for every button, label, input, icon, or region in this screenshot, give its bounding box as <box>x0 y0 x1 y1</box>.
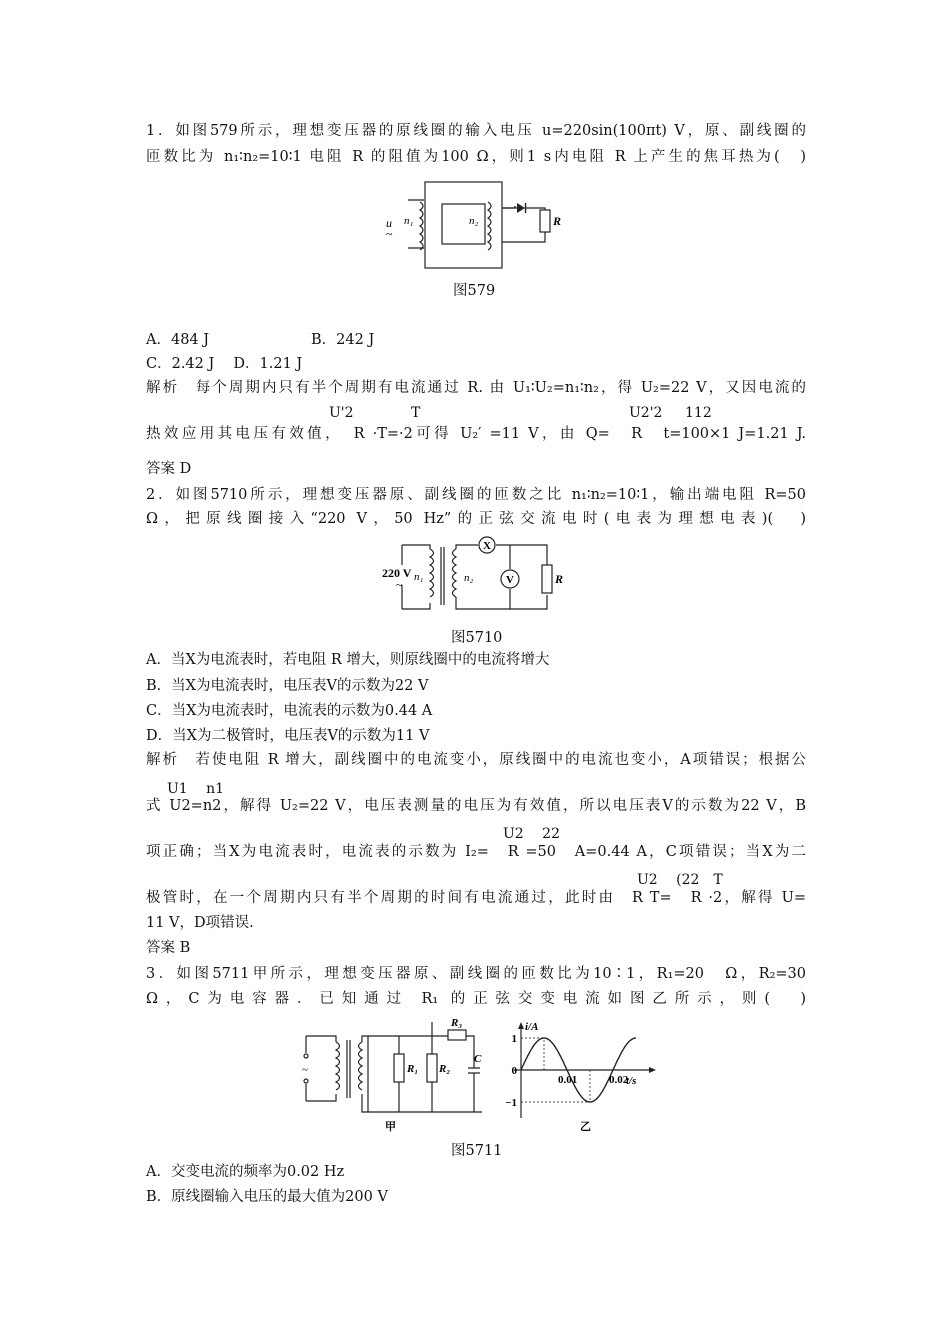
q1-fig-label-u: u <box>386 216 392 230</box>
q1-solution-frac-a: U'2 <box>329 405 354 421</box>
q3-chart-x-arrow-icon <box>649 1067 656 1073</box>
q1-solution-frac-b: T <box>411 405 421 421</box>
q1-stem-line2: 匝数比为 n₁∶n₂=10∶1 电阻 R 的阻值为100 Ω，则1 s内电阻 R 上产生的焦耳热为( ) <box>146 149 806 165</box>
q2-option-b: B．当X为电流表时，电压表V的示数为22 V <box>146 678 429 694</box>
q3-fig-label-tilde: ~ <box>302 1064 308 1076</box>
q2-solution-line2: 式 U2=n2，解得 U₂=22 V，电压表测量的电压为有效值，所以电压表V的示数为22 V，B <box>146 798 806 814</box>
q1-option-b: B．242 J <box>311 332 375 348</box>
q2-fig-label-n1: n₁ <box>414 571 424 583</box>
q3-fig-label-r2: R₂ <box>439 1063 451 1075</box>
q2-fig-label-r: R <box>555 572 564 586</box>
q1-solution-line1: 解析 每个周期内只有半个周期有电流通过 R. 由 U₁∶U₂=n₁∶n₂，得 U₂=22 V，又因电流的 <box>146 380 806 396</box>
q3-chart-y-arrow-icon <box>518 1022 524 1029</box>
q3-fig-label-r3: R₃ <box>451 1017 463 1029</box>
q1-transformer-figure <box>380 180 570 270</box>
q2-fig-label-tilde: ~ <box>396 578 403 592</box>
q3-chart-ytick-2: −1 <box>505 1097 517 1109</box>
q3-fig-label-c: C <box>474 1053 482 1065</box>
q2-fig-label-n2: n₂ <box>464 572 474 584</box>
q3-figure-caption: 图5711 <box>451 1143 503 1159</box>
q1-solution-line2: 热效应用其电压有效值， R ·T=·2可得 U₂′ =11 V，由 Q= R t=100×1 J=1.21 J. <box>146 426 806 442</box>
q2-fig-label-x: X <box>483 540 491 552</box>
q3-option-a: A．交变电流的频率为0.02 Hz <box>146 1164 345 1180</box>
q3-chart-xtick-0: 0.01 <box>558 1074 578 1086</box>
q2-solution-line3: 项正确；当X为电流表时，电流表的示数为 I₂= R =50 A=0.44 A，C项错误；当X为二 <box>146 844 806 860</box>
q1-stem-line1: 1．如图579所示，理想变压器的原线圈的输入电压 u=220sin(100πt) V，原、副线圈的 <box>146 123 806 139</box>
q3-stem-line1: 3．如图5711甲所示，理想变压器原、副线圈的匝数比为10∶1，R₁=20 Ω，R₂=30 <box>146 966 806 982</box>
q3-chart-xtick-1: 0.02 <box>609 1074 629 1086</box>
q1-fig-label-r: R <box>553 214 562 228</box>
q2-solution-line4: 极管时，在一个周期内只有半个周期的时间有电流通过，此时由 R T= R ·2，解得 U= <box>146 890 806 906</box>
q3-chart-ytick-0: 1 <box>511 1033 517 1045</box>
q1-figure-caption: 图579 <box>453 283 496 299</box>
q1-option-cd: C．2.42 J D．1.21 J <box>146 356 303 372</box>
q1-option-a: A．484 J <box>146 332 210 348</box>
q2-option-a: A．当X为电流表时，若电阻 R 增大，则原线圈中的电流将增大 <box>146 652 550 668</box>
q3-chart-xlabel: t/s <box>626 1075 637 1087</box>
q1-solution-frac-d: 112 <box>685 405 712 421</box>
q1-answer: 答案 D <box>146 461 192 477</box>
q2-solution-line1: 解析 若使电阻 R 增大，副线圈中的电流变小，原线圈中的电流也变小，A项错误；根据公 <box>146 752 806 768</box>
q2-option-c: C．当X为电流表时，电流表的示数为0.44 A <box>146 703 433 719</box>
diode-icon <box>517 203 525 213</box>
q2-solution-frac1: U1 n1 <box>167 781 225 797</box>
q1-fig-label-n2: n₂ <box>469 215 479 227</box>
q1-fig-label-tilde: ~ <box>386 227 393 241</box>
q3-current-chart-yi <box>500 1018 670 1136</box>
q2-fig-label-v: V <box>506 574 514 586</box>
q2-option-d: D．当X为二极管时，电压表V的示数为11 V <box>146 728 430 744</box>
q3-circuit-figure-jia <box>296 1016 496 1134</box>
q3-chart-ylabel: i/A <box>525 1021 539 1033</box>
q3-stem-line2: Ω，C为电容器．已知通过 R₁ 的正弦交变电流如图乙所示，则( ) <box>146 991 806 1007</box>
q3-option-b: B．原线圈输入电压的最大值为200 V <box>146 1189 388 1205</box>
q3-chart-ytick-1: 0 <box>511 1065 517 1077</box>
q2-fig-label-220v: 220 V <box>382 566 412 580</box>
q3-fig-label-jia: 甲 <box>385 1121 396 1133</box>
q2-circuit-figure <box>380 535 564 615</box>
q2-stem-line2: Ω，把原线圈接入“220 V，50 Hz”的正弦交流电时(电表为理想电表)( ) <box>146 511 806 527</box>
q2-solution-frac3: U2 (22 T <box>637 872 723 888</box>
q3-fig-label-yi: 乙 <box>580 1121 591 1133</box>
q1-fig-label-n1: n₁ <box>404 215 414 227</box>
q1-solution-frac-c: U2'2 <box>629 405 663 421</box>
q2-stem-line1: 2．如图5710所示，理想变压器原、副线圈的匝数之比 n₁∶n₂=10∶1，输出端电阻 R=50 <box>146 487 806 503</box>
q2-answer: 答案 B <box>146 940 191 956</box>
q2-figure-caption: 图5710 <box>451 630 503 646</box>
q3-fig-label-r1: R₁ <box>407 1063 419 1075</box>
q2-solution-line5: 11 V，D项错误. <box>146 915 254 931</box>
q2-solution-frac2: U2 22 <box>503 826 560 842</box>
